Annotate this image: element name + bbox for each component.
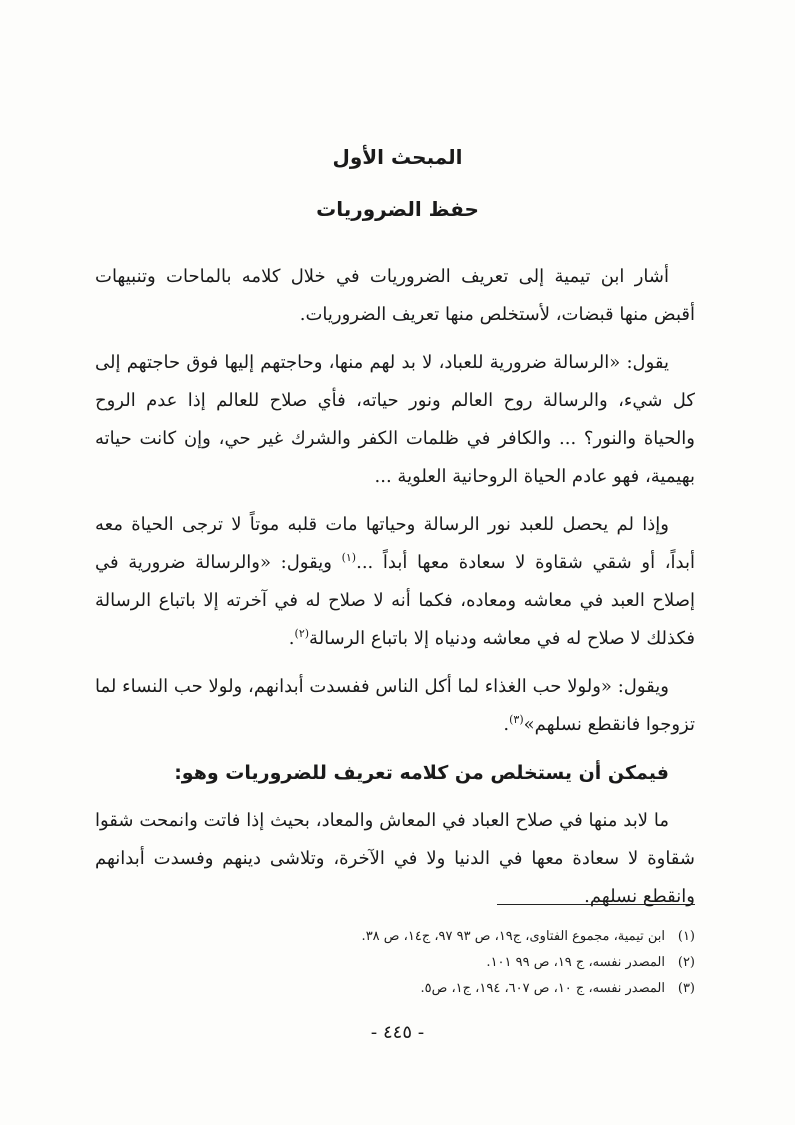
- footnote-text: ابن تيمية، مجموع الفتاوى، ج١٩، ص ٩٣ ٩٧، ج١٤، ص ٣٨.: [361, 929, 665, 944]
- chapter-title: المبحث الأول: [332, 145, 463, 169]
- paragraph-1: أشار ابن تيمية إلى تعريف الضروريات في خلال كلامه بالماحات وتنبيهات أقبض منها قبضات، لأستخلص منها تعريف الضروريات.: [95, 266, 695, 325]
- paragraph-3-part-1: وإذا لم يحصل للعبد نور الرسالة وحياتها مات قلبه موتاً لا ترجى الحياة معه أبداً، أو شقي شقاوة لا سعادة معها أبداً ...: [95, 514, 695, 573]
- footnote-3: [95, 976, 695, 1002]
- footnote-ref-1: (١): [341, 551, 357, 564]
- footnote-1: [95, 924, 695, 950]
- definition-heading: فيمكن أن يستخلص من كلامه تعريف للضروريات وهو:: [174, 762, 669, 784]
- page-number: - ٤٤٥ -: [370, 1022, 425, 1043]
- section-title: حفظ الضروريات: [316, 197, 479, 221]
- footnote-divider: [497, 904, 695, 905]
- footnote-ref-2: (٢): [294, 627, 310, 640]
- footnote-number: (٢): [677, 955, 695, 970]
- definition-paragraph: ما لابد منها في صلاح العباد في المعاش والمعاد، بحيث إذا فاتت وانمحت شقوا شقاوة لا سعادة معها في الدنيا ولا في الآخرة، وتلاشى دينهم وفسدت أبدانهم وانقطع نسلهم.: [95, 810, 695, 907]
- paragraph-2: يقول: «الرسالة ضرورية للعباد، لا بد لهم منها، وحاجتهم إليها فوق حاجتهم إلى كل شيء، والرسالة روح العالم ونور حياته، فأي صلاح للعالم إذا عدم الروح والحياة والنور؟ ... والكافر في ظلمات الكفر والشرك غير حي، وإن كانت حياته بهيمية، فهو عادم الحياة الروحانية العلوية ...: [95, 352, 695, 487]
- footnote-text: المصدر نفسه، ج ١٩، ص ٩٩ ١٠١.: [486, 955, 665, 970]
- footnote-number: (١): [677, 929, 695, 944]
- footnotes: [95, 924, 695, 1002]
- footnote-text: المصدر نفسه، ج ١٠، ص ٦٠٧، ١٩٤، ج١، ص٥.: [420, 981, 665, 996]
- footnote-number: (٣): [677, 981, 695, 996]
- paragraph-4-part-2: .: [503, 714, 510, 735]
- paragraph-4: [95, 668, 695, 744]
- footnote-ref-3: (٣): [509, 713, 524, 726]
- paragraph-3: [95, 506, 695, 658]
- paragraph-3-part-2: ويقول: «والرسالة ضرورية في إصلاح العبد في معاشه ومعاده، فكما أنه لا صلاح له في آخرته إلا باتباع الرسالة فكذلك لا صلاح له في معاشه ودنياه إلا باتباع الرسالة: [95, 552, 695, 649]
- paragraph-3-part-3: .: [288, 628, 295, 649]
- footnote-2: [95, 950, 695, 976]
- paragraph-4-part-1: ويقول: «ولولا حب الغذاء لما أكل الناس ففسدت أبدانهم، ولولا حب النساء لما تزوجوا فانقطع نسلهم»: [95, 676, 695, 735]
- main-text: [95, 258, 695, 926]
